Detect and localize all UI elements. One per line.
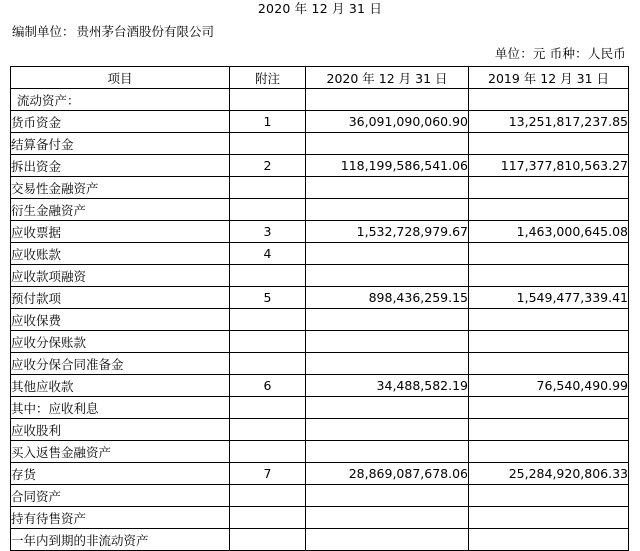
row-item-label: 合同资产	[11, 485, 230, 507]
table-body	[11, 67, 629, 551]
table-row	[11, 287, 629, 309]
row-item-label: 持有待售资产	[11, 507, 230, 529]
report-date: 2020 年 12 月 31 日	[257, 1, 383, 16]
row-item-label: 预付款项	[11, 287, 230, 309]
table-row	[11, 221, 629, 243]
row-current-value	[306, 397, 469, 419]
row-previous-value	[469, 243, 629, 265]
row-note	[230, 199, 306, 221]
preparer-value: 贵州茅台酒股份有限公司	[76, 24, 215, 39]
row-item-label: 买入返售金融资产	[11, 441, 230, 463]
row-note	[230, 89, 306, 111]
row-note	[230, 309, 306, 331]
row-previous-value	[469, 419, 629, 441]
table-row	[11, 485, 629, 507]
row-item-label: 结算备付金	[11, 133, 230, 155]
row-current-value: 28,869,087,678.06	[306, 463, 469, 485]
row-previous-value: 25,284,920,806.33	[469, 463, 629, 485]
row-note: 3	[230, 221, 306, 243]
row-note	[230, 331, 306, 353]
row-current-value: 118,199,586,541.06	[306, 155, 469, 177]
table-row	[11, 243, 629, 265]
row-current-value	[306, 507, 469, 529]
header-previous-period: 2019 年 12 月 31 日	[469, 67, 629, 89]
preparer-label: 编制单位：	[12, 24, 75, 39]
row-note: 6	[230, 375, 306, 397]
table-row	[11, 331, 629, 353]
row-previous-value	[469, 89, 629, 111]
row-note	[230, 353, 306, 375]
table-row	[11, 111, 629, 133]
row-item-label: 应收账款	[11, 243, 230, 265]
row-current-value	[306, 419, 469, 441]
row-note	[230, 507, 306, 529]
balance-sheet-table	[10, 66, 629, 551]
row-previous-value: 1,549,477,339.41	[469, 287, 629, 309]
row-note	[230, 265, 306, 287]
row-previous-value: 117,377,810,563.27	[469, 155, 629, 177]
row-item-label: 交易性金融资产	[11, 177, 230, 199]
table-row	[11, 199, 629, 221]
table-row	[11, 397, 629, 419]
row-item-label: 应收保费	[11, 309, 230, 331]
row-note	[230, 441, 306, 463]
row-note: 5	[230, 287, 306, 309]
row-note	[230, 397, 306, 419]
row-item-label: 一年内到期的非流动资产	[11, 529, 230, 551]
table-header-row	[11, 67, 629, 89]
row-current-value	[306, 309, 469, 331]
row-current-value: 1,532,728,979.67	[306, 221, 469, 243]
row-note	[230, 485, 306, 507]
row-previous-value: 1,463,000,645.08	[469, 221, 629, 243]
row-previous-value: 76,540,490.99	[469, 375, 629, 397]
row-current-value	[306, 199, 469, 221]
row-item-label: 应收股利	[11, 419, 230, 441]
row-current-value: 898,436,259.15	[306, 287, 469, 309]
row-note	[230, 529, 306, 551]
row-item-label: 流动资产：	[11, 89, 230, 111]
row-note: 1	[230, 111, 306, 133]
table-row	[11, 89, 629, 111]
table-row	[11, 441, 629, 463]
row-current-value	[306, 133, 469, 155]
header-item: 项目	[11, 67, 230, 89]
row-previous-value	[469, 353, 629, 375]
row-note	[230, 177, 306, 199]
row-item-label: 拆出资金	[11, 155, 230, 177]
row-previous-value	[469, 199, 629, 221]
row-current-value	[306, 529, 469, 551]
preparer-row	[10, 17, 630, 41]
row-current-value	[306, 243, 469, 265]
row-previous-value	[469, 177, 629, 199]
table-row	[11, 463, 629, 485]
row-previous-value	[469, 265, 629, 287]
row-previous-value	[469, 529, 629, 551]
row-previous-value: 13,251,817,237.85	[469, 111, 629, 133]
row-item-label: 应收款项融资	[11, 265, 230, 287]
table-row	[11, 419, 629, 441]
row-current-value	[306, 177, 469, 199]
row-item-label: 其中：应收利息	[11, 397, 230, 419]
header-note: 附注	[230, 67, 306, 89]
units-currency-note: 单位：元 币种：人民币	[494, 46, 626, 61]
table-row	[11, 507, 629, 529]
row-previous-value	[469, 397, 629, 419]
header-current-period: 2020 年 12 月 31 日	[306, 67, 469, 89]
row-current-value	[306, 353, 469, 375]
row-previous-value	[469, 441, 629, 463]
row-current-value	[306, 265, 469, 287]
table-row	[11, 265, 629, 287]
row-current-value: 36,091,090,060.90	[306, 111, 469, 133]
row-current-value	[306, 89, 469, 111]
row-item-label: 衍生金融资产	[11, 199, 230, 221]
row-current-value	[306, 331, 469, 353]
row-previous-value	[469, 507, 629, 529]
table-row	[11, 155, 629, 177]
row-previous-value	[469, 331, 629, 353]
table-row	[11, 309, 629, 331]
row-current-value: 34,488,582.19	[306, 375, 469, 397]
table-row	[11, 529, 629, 551]
table-row	[11, 133, 629, 155]
row-note: 7	[230, 463, 306, 485]
row-item-label: 应收分保合同准备金	[11, 353, 230, 375]
row-note	[230, 133, 306, 155]
table-row	[11, 375, 629, 397]
row-current-value	[306, 441, 469, 463]
row-item-label: 应收票据	[11, 221, 230, 243]
row-note: 4	[230, 243, 306, 265]
row-item-label: 其他应收款	[11, 375, 230, 397]
row-note	[230, 419, 306, 441]
row-previous-value	[469, 133, 629, 155]
row-item-label: 存货	[11, 463, 230, 485]
row-previous-value	[469, 485, 629, 507]
row-previous-value	[469, 309, 629, 331]
row-current-value	[306, 485, 469, 507]
row-note: 2	[230, 155, 306, 177]
table-row	[11, 353, 629, 375]
table-row	[11, 177, 629, 199]
row-item-label: 应收分保账款	[11, 331, 230, 353]
row-item-label: 货币资金	[11, 111, 230, 133]
